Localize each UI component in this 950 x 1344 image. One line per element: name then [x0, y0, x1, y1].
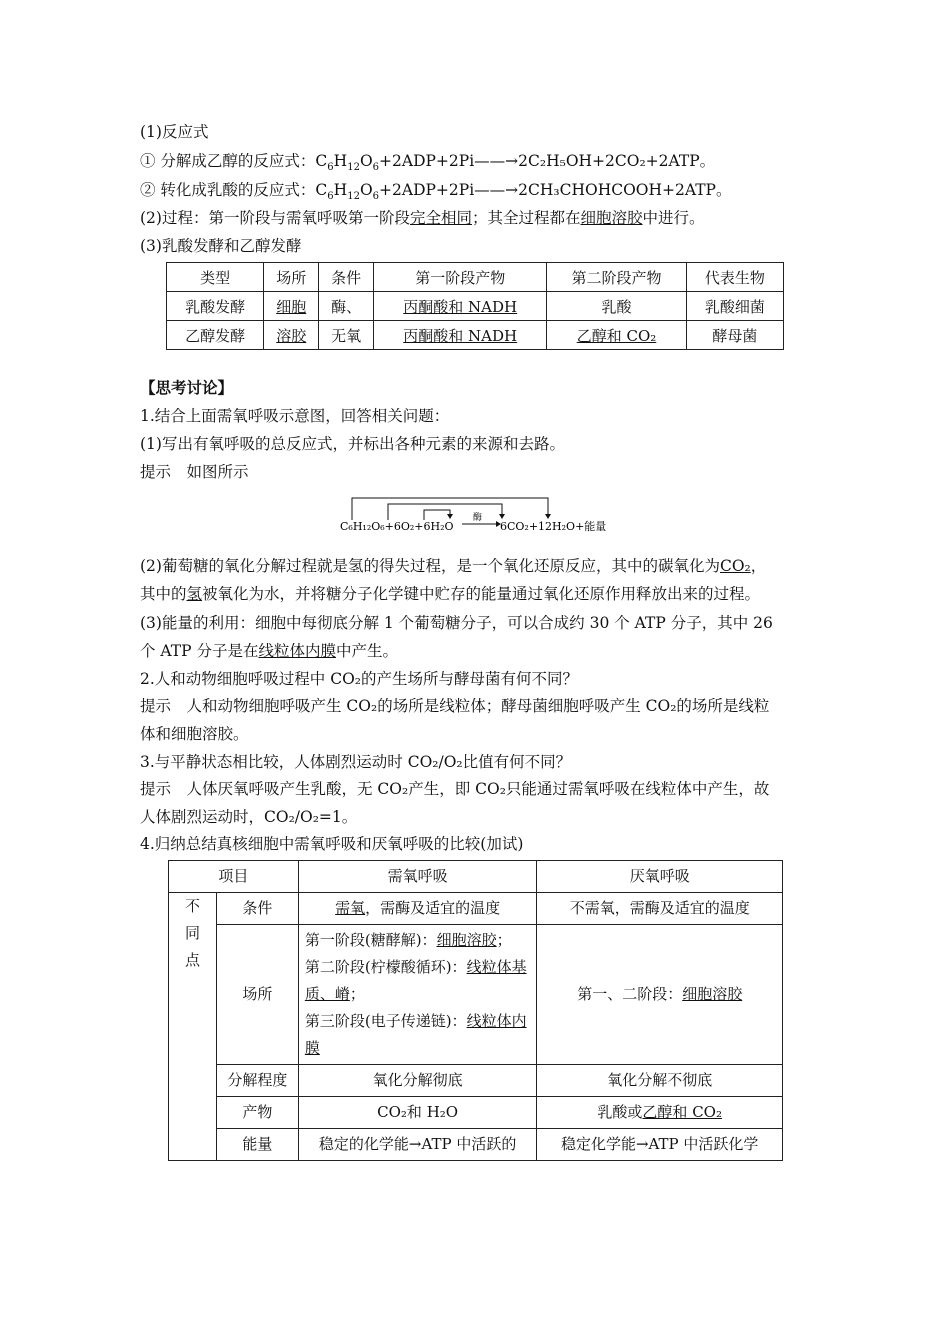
- table-cell: 稳定化学能→ATP 中活跃化学: [537, 1129, 783, 1161]
- table-cell: 不需氧，需酶及适宜的温度: [537, 893, 783, 925]
- table-row: [169, 861, 783, 893]
- question-3: 3.与平静状态相比较，人体剧烈运动时 CO₂/O₂比值有何不同？: [140, 753, 572, 771]
- cond-aer-underline: 需氧: [335, 899, 366, 917]
- discussion-title: 【思考讨论】: [140, 378, 234, 397]
- para-2-underline-2: 氢: [186, 585, 203, 603]
- lactic-eq-rest: +2ADP+2Pi——→2CH₃CHOHCOOH+2ATP。: [379, 181, 732, 199]
- table-cell: 氧化分解彻底: [298, 1065, 537, 1097]
- table-cell: 酶、: [319, 292, 374, 321]
- table-row: [167, 321, 784, 350]
- table-cell: 能量: [216, 1129, 298, 1161]
- table-cell: 乳酸发酵: [167, 292, 264, 321]
- table-header: 代表生物: [686, 263, 783, 292]
- table-header: 厌氧呼吸: [537, 861, 783, 893]
- diagram-left-text: C₆H₁₂O₆+6O₂+6H₂O: [340, 520, 454, 533]
- table-cell: 场所: [216, 925, 298, 1065]
- table-cell: CO₂和 H₂O: [298, 1097, 537, 1129]
- para-3-text-c: 中产生。: [335, 642, 398, 660]
- site-stage-3: 第三阶段(电子传递链)：: [304, 1012, 467, 1030]
- para-2-text-c: 其中的: [140, 585, 187, 603]
- process-text-a: (2)过程：第一阶段与需氧呼吸第一阶段: [140, 209, 410, 227]
- table-cell: 溶胶: [264, 321, 319, 350]
- para-2-text-d: 被氧化为水，并将糖分子化学键中贮存的能量通过氧化还原作用释放出来的过程。: [202, 585, 761, 603]
- hint-3-line-2: 人体剧烈运动时，CO₂/O₂=1。: [140, 808, 358, 826]
- table-header: 第二阶段产物: [547, 263, 687, 292]
- table-header: 需氧呼吸: [298, 861, 537, 893]
- question-4: 4.归纳总结真核细胞中需氧呼吸和厌氧呼吸的比较(加试): [140, 835, 524, 853]
- para-3-underline: 线粒体内膜: [258, 642, 336, 660]
- table-cell: 条件: [216, 893, 298, 925]
- table-cell: 丙酮酸和 NADH: [374, 321, 547, 350]
- para-3-text-b: 个 ATP 分子是在: [140, 642, 259, 660]
- question-1-1: (1)写出有氧呼吸的总反应式，并标出各种元素的来源和去路。: [140, 435, 565, 453]
- para-3-line-1: (3)能量的利用：细胞中每彻底分解 1 个葡萄糖分子，可以合成约 30 个 ATP 分子，其中 26: [140, 614, 773, 632]
- table-cell: 丙酮酸和 NADH: [374, 292, 547, 321]
- site-stage-3-place: 线粒体内膜: [304, 1012, 527, 1057]
- table-row: [169, 1097, 783, 1129]
- site-stage-1: 第一阶段(糖酵解)：: [304, 931, 437, 949]
- ethanol-equation: ① 分解成乙醇的反应式：$C_6H_{12}O_6+2ADP+2Pi——\to 2C_2H_5OH+2CO_2+2ATP$。: [140, 152, 716, 174]
- para-2-text-b: ，: [750, 557, 767, 575]
- ethanol-eq-rest: +2ADP+2Pi——→2C₂H₅OH+2CO₂+2ATP。: [379, 152, 716, 170]
- site-ana-text: 第一、二阶段：: [577, 985, 683, 1003]
- table-cell: 乳酸细菌: [686, 292, 783, 321]
- table-cell: 产物: [216, 1097, 298, 1129]
- table-header: 场所: [264, 263, 319, 292]
- process-underline-1: 完全相同: [409, 209, 472, 227]
- para-2-underline-1: CO₂: [719, 557, 751, 575]
- table-header: 项目: [169, 861, 299, 893]
- fermentation-table: [166, 262, 784, 350]
- table-cell: 酵母菌: [686, 321, 783, 350]
- lactic-equation: ② 转化成乳酸的反应式：$C_6H_{12}O_6+2ADP+2Pi——\to 2CH_3CHOHCOOH+2ATP$。: [140, 181, 732, 203]
- site-stage-1-place: 细胞溶胶: [436, 931, 497, 949]
- site-ana-underline: 细胞溶胶: [682, 985, 743, 1003]
- table-row: [169, 1065, 783, 1097]
- reaction-heading: (1)反应式: [140, 123, 209, 141]
- diagram-enzyme-label: 酶: [473, 513, 483, 523]
- table-cell: 乳酸: [547, 292, 687, 321]
- cond-aer-text: ，需酶及适宜的温度: [365, 899, 501, 917]
- table-cell: 无氧: [319, 321, 374, 350]
- question-1: 1.结合上面需氧呼吸示意图，回答相关问题：: [140, 407, 450, 425]
- question-2: 2.人和动物细胞呼吸过程中 CO₂的产生场所与酵母菌有何不同？: [140, 670, 578, 688]
- para-2-line-2: [140, 584, 760, 604]
- table-row: [169, 1129, 783, 1161]
- table-row: [167, 263, 784, 292]
- table-header: 类型: [167, 263, 264, 292]
- para-2-text-a: (2)葡萄糖的氧化分解过程就是氢的得失过程，是一个氧化还原反应，其中的碳氧化为: [140, 557, 720, 575]
- table-cell: 稳定的化学能→ATP 中活跃的: [298, 1129, 537, 1161]
- table-row: [169, 893, 783, 925]
- site-stage-2-place: 线粒体基质、嵴: [304, 958, 527, 1003]
- respiration-comparison-table: [168, 860, 783, 1161]
- diff-label-cell: 不同点: [169, 893, 217, 1161]
- para-3-line-2: [140, 641, 398, 661]
- table-cell: [537, 1097, 783, 1129]
- process-underline-2: 细胞溶胶: [580, 209, 643, 227]
- diagram-right-text: 6CO₂+12H₂O+能量: [500, 520, 607, 533]
- table-cell: 分解程度: [216, 1065, 298, 1097]
- hint-1: 提示 如图所示: [140, 463, 249, 481]
- hint-2-line-1: 提示 人和动物细胞呼吸产生 CO₂的场所是线粒体；酵母菌细胞呼吸产生 CO₂的场所是线粒: [140, 697, 770, 715]
- process-text-b: ；其全过程都在: [471, 209, 581, 227]
- table-cell: [298, 893, 537, 925]
- hint-2-line-2: 体和细胞溶胶。: [140, 725, 249, 743]
- table-cell: 氧化分解不彻底: [537, 1065, 783, 1097]
- table-row: [167, 292, 784, 321]
- ethanol-eq-prefix: ① 分解成乙醇的反应式：C: [140, 152, 328, 170]
- table-row: [169, 925, 783, 1065]
- product-ana-underline: 乙醇和 CO₂: [642, 1103, 722, 1121]
- site-aerobic-cell: 第一阶段(糖酵解)：细胞溶胶； 第二阶段(柠檬酸循环)：线粒体基质、嵴； 第三阶段(电子传递链)：线粒体内膜: [298, 925, 537, 1065]
- product-ana-text: 乳酸或: [597, 1103, 643, 1121]
- table-header: 第一阶段产物: [374, 263, 547, 292]
- table-cell: 乙醇发酵: [167, 321, 264, 350]
- hint-3-line-1: 提示 人体厌氧呼吸产生乳酸，无 CO₂产生，即 CO₂只能通过需氧呼吸在线粒体中产生，故: [140, 780, 770, 798]
- site-stage-2: 第二阶段(柠檬酸循环)：: [304, 958, 467, 976]
- process-text-c: 中进行。: [642, 209, 705, 227]
- fermentation-heading: (3)乳酸发酵和乙醇发酵: [140, 237, 302, 255]
- site-anaerobic-cell: [537, 925, 783, 1065]
- aerobic-equation-diagram: [340, 492, 620, 536]
- table-cell: 细胞: [264, 292, 319, 321]
- process-line: [140, 208, 705, 228]
- para-2-line-1: [140, 556, 766, 576]
- table-cell: 乙醇和 CO₂: [547, 321, 687, 350]
- lactic-eq-prefix: ② 转化成乳酸的反应式：C: [140, 181, 328, 199]
- table-header: 条件: [319, 263, 374, 292]
